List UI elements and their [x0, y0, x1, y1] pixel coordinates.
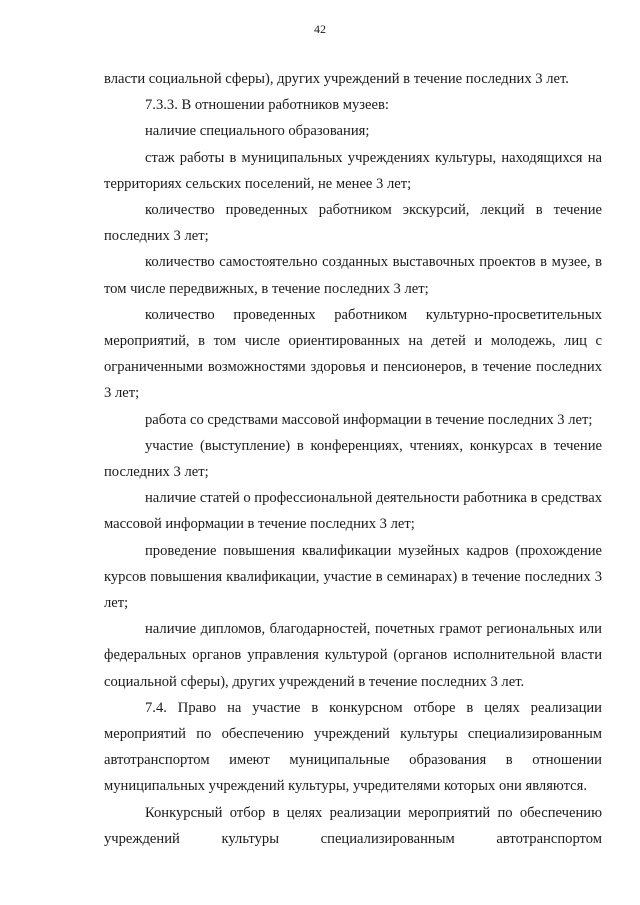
page-number: 42: [314, 22, 326, 36]
paragraph: наличие статей о профессиональной деятельности работника в средствах массовой информации в течение последних 3 лет;: [104, 490, 602, 533]
paragraph: 7.4. Право на участие в конкурсном отборе в целях реализации мероприятий по обеспечению учреждений культуры специализированным автотранспортом имеют муниципальные образования в отношении муниципальных учреждений культуры, учредителями которых они являются.: [104, 699, 602, 795]
paragraph: количество проведенных работником экскурсий, лекций в течение последних 3 лет;: [104, 202, 602, 245]
paragraph: наличие дипломов, благодарностей, почетных грамот региональных или федеральных органов управления культурой (органов исполнительной власти социальной сферы), других учреждений в течение последних 3 лет.: [104, 621, 602, 690]
paragraph: Конкурсный отбор в целях реализации мероприятий по обеспечению учреждений культуры специализированным автотранспортом: [104, 804, 602, 847]
paragraph: количество проведенных работником культурно-просветительных мероприятий, в том числе ориентированных на детей и молодежь, лиц с ограниченными возможностями здоровья и пенсионеров, в течение последних 3 лет;: [104, 306, 602, 402]
paragraph: наличие специального образования;: [145, 123, 370, 140]
paragraph: стаж работы в муниципальных учреждениях культуры, находящихся на территориях сельских поселений, не менее 3 лет;: [104, 149, 602, 192]
paragraph: власти социальной сферы), других учреждений в течение последних 3 лет.: [104, 71, 569, 87]
document-body: [104, 66, 602, 852]
paragraph: участие (выступление) в конференциях, чтениях, конкурсах в течение последних 3 лет;: [104, 437, 602, 481]
paragraph: 7.3.3. В отношении работников музеев:: [145, 97, 389, 114]
paragraph: количество самостоятельно созданных выставочных проектов в музее, в том числе передвижных, в течение последних 3 лет;: [104, 254, 602, 297]
paragraph: проведение повышения квалификации музейных кадров (прохождение курсов повышения квалификации, участие в семинарах) в течение последних 3 лет;: [104, 542, 602, 612]
paragraph: работа со средствами массовой информации в течение последних 3 лет;: [145, 411, 593, 428]
